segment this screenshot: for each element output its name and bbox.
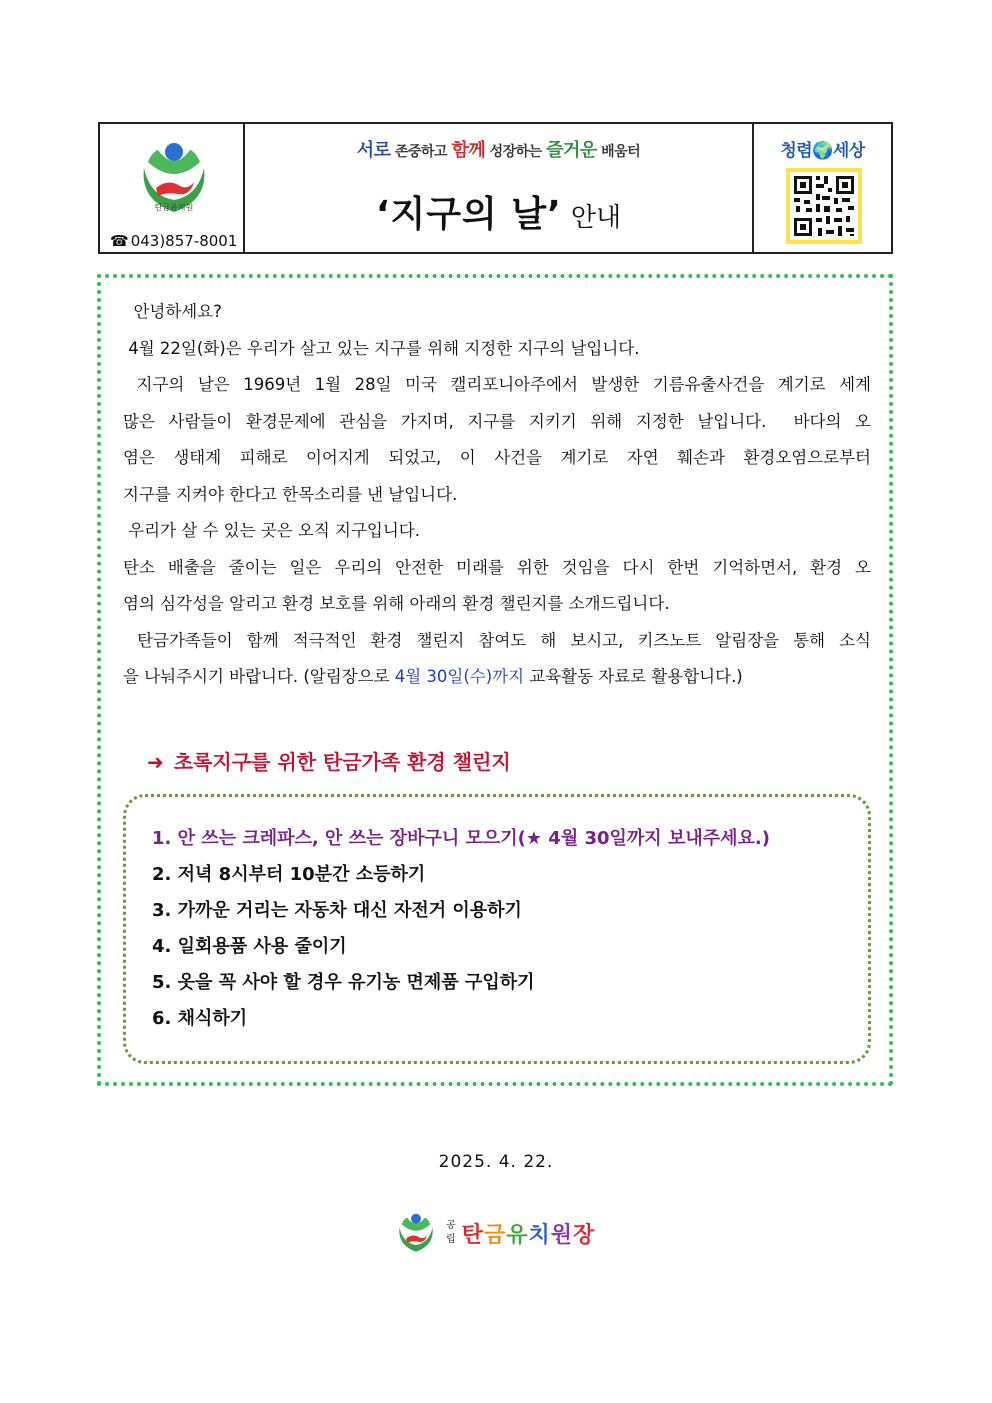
slogan-word-5: 즐거운 [546,140,597,161]
body-line: 많은 사람들이 환경문제에 관심을 가지며, 지구를 지키기 위해 지정한 날입니다. 바다의 오 [123,411,871,431]
logo-text: 탄금유치원 [154,203,194,212]
list-item: 2. 저녁 8시부터 10분간 소등하기 [152,864,426,885]
last-line-pre: 을 나눠주시기 바랍니다. (알림장으로 [123,667,395,686]
arrow-right-icon: ➜ [147,750,164,774]
deadline-highlight: 4월 30일(수)까지 [394,667,525,686]
school-slogan [245,136,752,162]
slogan-word-1: 서로 [356,140,391,161]
body-line: 탄소 배출을 줄이는 일은 우리의 안전한 미래를 위한 것임을 다시 한번 기억하면서, 환경 오 [123,557,871,577]
body-line: 염은 생태계 피해로 이어지게 되었고, 이 사건을 계기로 자연 훼손과 환경오염으로부터 [123,448,871,467]
body-line: 염의 심각성을 알리고 환경 보호를 위해 아래의 환경 챌린지를 소개드립니다. [123,594,670,613]
list-item: 5. 옷을 꼭 사야 할 경우 유기농 면제품 구입하기 [152,972,535,993]
body-line: 지구의 날은 1969년 1월 28일 미국 캘리포니아주에서 발생한 기름유출사건을 계기로 세계 [123,375,871,394]
slogan-word-4: 성장하는 [485,144,547,160]
challenge-heading [147,746,511,775]
kindergarten-logo-small [394,1211,438,1255]
title-sub: 안내 [570,203,622,233]
phone-number [110,232,237,250]
list-item: 3. 가까운 거리는 자동차 대신 자전거 이용하기 [152,900,522,921]
slogan-word-2: 존중하고 [390,144,452,160]
header-qr-cell [754,124,891,252]
letter-body [123,294,871,696]
body-line: 지구를 지켜야 한다고 한목소리를 낸 날입니다. [123,484,458,504]
challenge-list-box [123,794,871,1064]
name-char: 탄 [461,1222,484,1248]
name-char: 금 [483,1222,507,1248]
body-line: 안녕하세요? [123,302,222,321]
body-line: 4월 22일(화)은 우리가 살고 있는 지구를 위해 지정한 지구의 날입니다. [123,338,640,358]
name-char: 장 [573,1222,596,1248]
header-logo-cell [100,124,245,252]
kindergarten-name [462,1218,596,1249]
header-title-cell [245,124,754,252]
title-main: ‘지구의 날’ [375,194,562,235]
document-date: 2025. 4. 22. [438,1152,554,1172]
name-char: 치 [528,1222,551,1248]
last-line-post: 교육활동 자료로 활용합니다.) [524,667,743,686]
header-table [98,122,893,254]
challenge-title-text: 초록지구를 위한 탄금가족 환경 챌린지 [173,750,511,774]
kindergarten-logo [134,138,214,218]
slogan-word-6: 배움터 [596,144,641,160]
body-line: 탄금가족들이 함께 적극적인 환경 챌린지 참여도 해 보시고, 키즈노트 알림장을 통해 소식 [123,630,871,650]
phone-icon: ☎ [110,232,129,250]
list-item: 1. 안 쓰는 크레파스, 안 쓰는 장바구니 모으기(★ 4월 30일까지 보내주세요.) [152,828,770,849]
integrity-slogan: 청렴🌍세상 [780,141,865,161]
phone-text: 043)857-8001 [130,232,238,250]
name-char: 유 [506,1222,529,1248]
body-line-last [123,659,871,696]
rip-char: 립 [446,1234,456,1245]
public-label [446,1219,456,1247]
gong-char: 공 [446,1220,456,1231]
qr-code-icon [786,168,862,244]
slogan-word-3: 함께 [451,140,486,161]
challenge-list [152,821,770,1037]
list-item: 4. 일회용품 사용 줄이기 [152,936,347,957]
name-char: 원 [550,1222,573,1248]
page-title [245,186,752,237]
list-item: 6. 채식하기 [152,1008,248,1029]
body-line: 우리가 살 수 있는 곳은 오직 지구입니다. [123,521,420,540]
content-box [97,274,893,1086]
footer-brand [394,1210,595,1256]
